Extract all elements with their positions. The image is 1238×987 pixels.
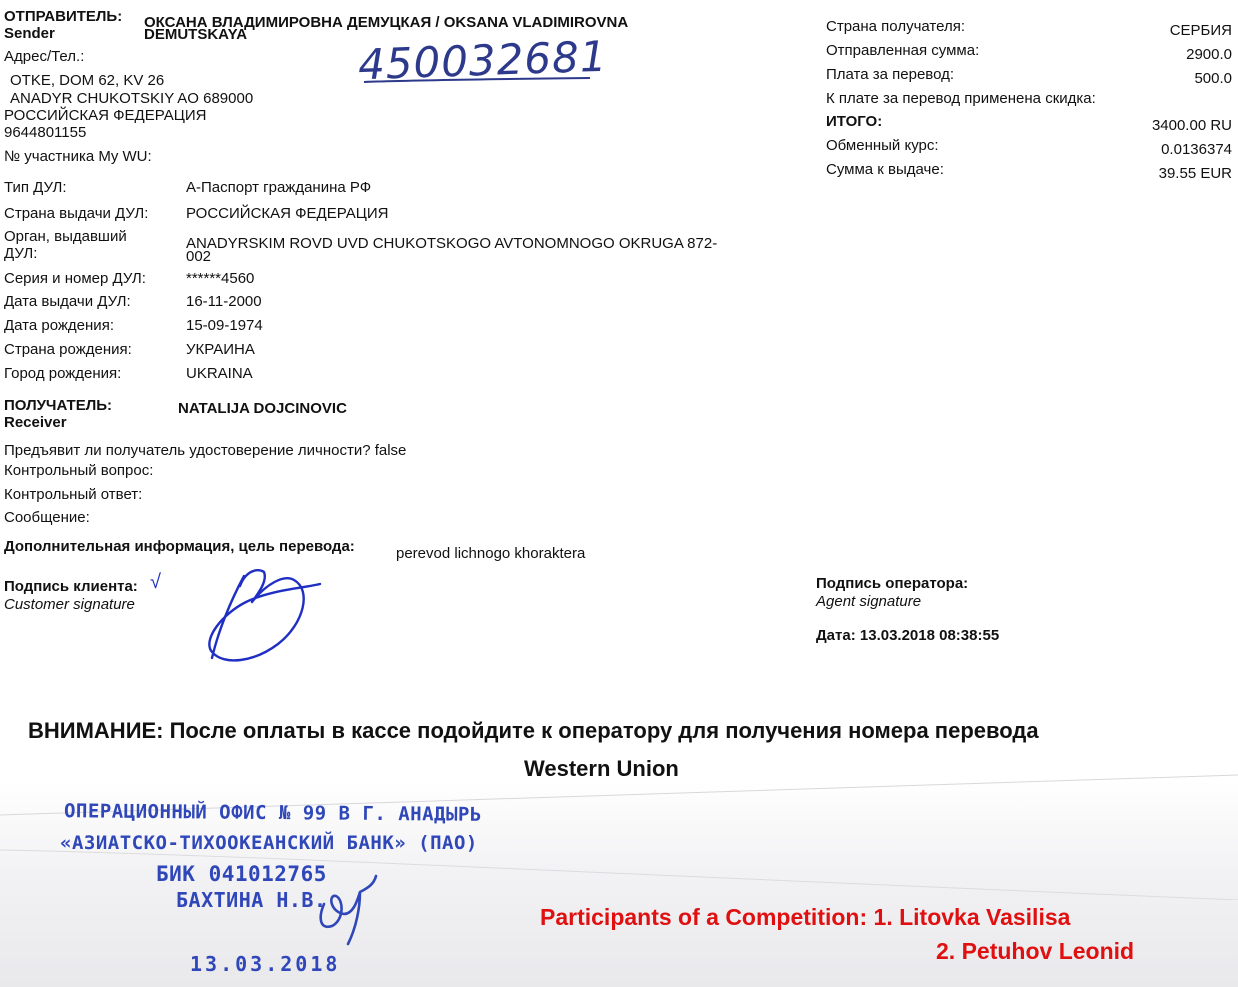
handwritten-tracking-number: 450032681 [357, 31, 609, 90]
client-signature-label-en: Customer signature [4, 596, 135, 613]
id-row-label: Дата рождения: [4, 317, 114, 334]
id-row-label: Орган, выдавший [4, 228, 127, 245]
id-row-value: UKRAINA [186, 365, 253, 382]
id-row-value: 16-11-2000 [186, 293, 262, 310]
id-row-value: РОССИЙСКАЯ ФЕДЕРАЦИЯ [186, 205, 389, 222]
id-row-value: ******4560 [186, 270, 255, 287]
id-row-label: Тип ДУЛ: [4, 179, 67, 196]
control-question: Контрольный вопрос: [4, 462, 154, 479]
competition-line1: Participants of a Competition: 1. Litovka Vasilisa [540, 904, 1071, 930]
id-row-value: 15-09-1974 [186, 317, 263, 334]
client-signature-label: Подпись клиента: [4, 578, 138, 595]
summary-row-value: СЕРБИЯ [1169, 22, 1232, 39]
stamp-line2: «АЗИАТСКО-ТИХООКЕАНСКИЙ БАНК» (ПАО) [60, 832, 478, 854]
attention-line1: ВНИМАНИЕ: После оплаты в кассе подойдите к оператору для получения номера перевода [28, 718, 1039, 743]
summary-row-value: 0.0136374 [1161, 141, 1232, 158]
receiver-label-en: Receiver [4, 414, 67, 431]
sender-name-line1: ОКСАНА ВЛАДИМИРОВНА ДЕМУЦКАЯ / OKSANA VLADIMIROVNA [144, 14, 629, 31]
stamp-line3: БИК 041012765 [156, 862, 327, 886]
competition-line2: 2. Petuhov Leonid [936, 938, 1135, 964]
checkmark: √ [150, 571, 161, 593]
summary-row-label: ИТОГО: [826, 113, 883, 130]
id-row-label: Страна рождения: [4, 341, 132, 358]
additional-info-label: Дополнительная информация, цель перевода: [4, 538, 355, 555]
id-row-label: Страна выдачи ДУЛ: [4, 205, 149, 222]
id-row-label: Город рождения: [4, 365, 122, 382]
stamp-date: 13.03.2018 [190, 952, 341, 976]
id-question: Предъявит ли получатель удостоверение личности? false [4, 442, 407, 459]
additional-info-value: perevod lichnogo khoraktera [396, 545, 586, 562]
client-signature [200, 562, 330, 672]
id-row-value: ANADYRSKIM ROVD UVD CHUKOTSKOGO AVTONOMNOGO OKRUGA 872- [186, 235, 718, 252]
receiver-label: ПОЛУЧАТЕЛЬ: [4, 397, 113, 414]
address-line2: ANADYR CHUKOTSKIY AO 689000 [10, 90, 254, 107]
receiver-name: NATALIJA DOJCINOVIC [178, 400, 347, 417]
address-label: Адрес/Тел.: [4, 48, 85, 65]
control-answer: Контрольный ответ: [4, 486, 143, 503]
id-row-value: УКРАИНА [186, 341, 255, 358]
handwritten-underline [360, 74, 600, 88]
sender-name-line2: DEMUTSKAYA [144, 26, 248, 43]
summary-row-label: Обменный курс: [826, 137, 939, 154]
address-line1: OTKE, DOM 62, KV 26 [10, 72, 165, 89]
sender-label: ОТПРАВИТЕЛЬ: [4, 8, 123, 25]
stamp-signature [310, 868, 390, 948]
sender-phone: 9644801155 [4, 124, 87, 141]
summary-row-label: Отправленная сумма: [826, 42, 980, 59]
id-row-value: 002 [186, 248, 212, 265]
summary-row-value: 3400.00 RU [1151, 117, 1232, 134]
message-label: Сообщение: [4, 509, 90, 526]
attention-line2: Western Union [524, 756, 679, 781]
operation-date: Дата: 13.03.2018 08:38:55 [816, 627, 1000, 644]
summary-row-value: 2900.0 [1186, 46, 1232, 63]
id-row-value: А-Паспорт гражданина РФ [186, 179, 372, 196]
sender-label-en: Sender [4, 25, 55, 42]
address-line3: РОССИЙСКАЯ ФЕДЕРАЦИЯ [4, 107, 207, 124]
summary-row-value: 39.55 EUR [1158, 165, 1232, 182]
stamp-line4: БАХТИНА Н.В. [176, 888, 327, 912]
summary-row-label: Плата за перевод: [826, 66, 955, 83]
mywu-label: № участника My WU: [4, 148, 152, 165]
id-row-label: Дата выдачи ДУЛ: [4, 293, 131, 310]
id-row-label: ДУЛ: [4, 245, 38, 262]
stamp-line1: ОПЕРАЦИОННЫЙ ОФИС № 99 В Г. АНАДЫРЬ [63, 800, 482, 826]
summary-row-label: Сумма к выдаче: [826, 161, 944, 178]
id-row-label: Серия и номер ДУЛ: [4, 270, 146, 287]
operator-signature-label-en: Agent signature [816, 593, 922, 610]
operator-signature-label: Подпись оператора: [816, 575, 969, 592]
summary-row-label: Страна получателя: [826, 18, 965, 35]
summary-row-label: К плате за перевод применена скидка: [826, 90, 1096, 107]
summary-row-value: 500.0 [1194, 70, 1232, 87]
